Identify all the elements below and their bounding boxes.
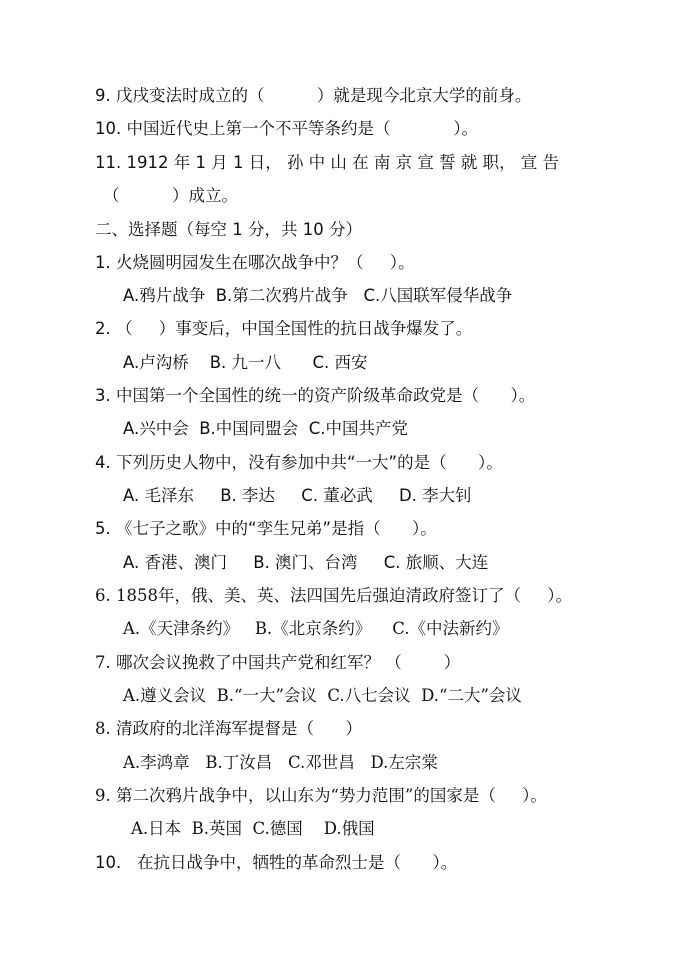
- section-title: 二、选择题（每空 1 分，共 10 分）: [95, 220, 362, 239]
- choice-options-5: A. 香港、澳门 B. 澳门、台湾 C. 旅顺、大连: [123, 553, 489, 572]
- choice-options-3: A.兴中会 B.中国同盟会 C.中国共产党: [123, 419, 409, 438]
- choice-question-5: 5. 《七子之歌》中的“孪生兄弟”是指（ ）。: [95, 519, 437, 538]
- choice-options-4: A. 毛泽东 B. 李达 C. 董必武 D. 李大钊: [123, 486, 472, 505]
- choice-options-9: A.日本 B.英国 C.德国 D.俄国: [131, 819, 375, 838]
- choice-question-7: 7. 哪次会议挽救了中国共产党和红军？ （ ）: [95, 653, 461, 672]
- fill-in-question-11: 11. 1912 年 1 月 1 日， 孙 中 山 在 南 京 宣 誓 就 职， 宣 告: [95, 153, 560, 172]
- fill-in-question-10: 10. 中国近代史上第一个不平等条约是（ ）。: [95, 119, 479, 138]
- choice-question-3: 3. 中国第一个全国性的统一的资产阶级革命政党是（ ）。: [95, 386, 536, 405]
- choice-options-6: A.《天津条约》 B.《北京条约》 C.《中法新约》: [123, 619, 509, 638]
- choice-question-1: 1. 火烧圆明园发生在哪次战争中？（ ）。: [95, 253, 415, 272]
- choice-options-1: A.鸦片战争 B.第二次鸦片战争 C.八国联军侵华战争: [123, 286, 513, 305]
- choice-question-10: 10. 在抗日战争中，牺牲的革命烈士是（ ）。: [95, 853, 458, 872]
- choice-question-8: 8. 清政府的北洋海军提督是（ ）: [95, 719, 362, 738]
- fill-in-question-11-cont: （ ）成立。: [103, 186, 238, 205]
- choice-question-9: 9. 第二次鸦片战争中，以山东为“势力范围”的国家是（ ）。: [95, 786, 547, 805]
- choice-question-4: 4. 下列历史人物中，没有参加中共“一大”的是（ ）。: [95, 453, 503, 472]
- choice-options-7: A.遵义会议 B.“一大”会议 C.八七会议 D.“二大”会议: [123, 686, 522, 705]
- choice-options-8: A.李鸿章 B.丁汝昌 C.邓世昌 D.左宗棠: [123, 753, 438, 772]
- choice-question-6: 6. 1858年，俄、美、英、法四国先后强迫清政府签订了（ ）。: [95, 586, 572, 605]
- fill-in-question-9: 9. 戊戌变法时成立的（ ）就是现今北京大学的前身。: [95, 86, 532, 105]
- choice-question-2: 2. （ ）事变后，中国全国性的抗日战争爆发了。: [95, 319, 473, 338]
- choice-options-2: A.卢沟桥 B. 九一八 C. 西安: [123, 353, 368, 372]
